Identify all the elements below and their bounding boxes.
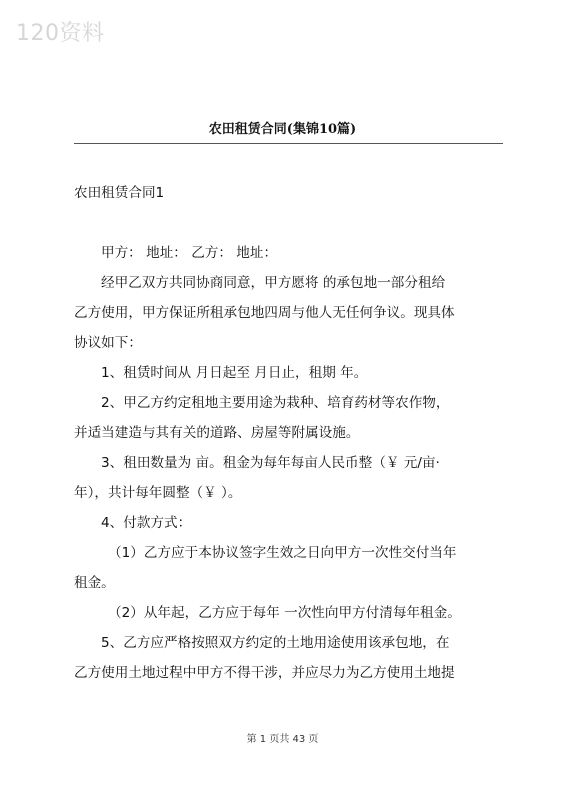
clause-5-line: 5、乙方应严格按照双方约定的土地用途使用该承包地，在 — [101, 635, 450, 651]
section-title: 农田租赁合同1 — [74, 185, 165, 201]
document-body — [74, 178, 504, 688]
intro-paragraph-line: 乙方使用，甲方保证所租承包地四周与他人无任何争议。现具体 — [74, 305, 455, 321]
clause-5-line: 乙方使用土地过程中甲方不得干涉，并应尽力为乙方使用土地提 — [74, 665, 455, 681]
clause-4-1-line: 租金。 — [74, 575, 115, 591]
clause-4: 4、付款方式： — [101, 515, 192, 531]
clause-3-line: 3、租田数量为 亩。租金为每年每亩人民币整（￥ 元/亩· — [101, 455, 440, 471]
clause-1: 1、租赁时间从 月日起至 月日止，租期 年。 — [101, 365, 368, 381]
clause-2-line: 2、甲乙方约定租地主要用途为栽种、培育药材等农作物， — [101, 395, 450, 411]
clause-4-1-line: （1）乙方应于本协议签字生效之日向甲方一次性交付当年 — [108, 545, 457, 561]
watermark-logo: 120资料 — [16, 21, 105, 46]
intro-paragraph-line: 经甲乙双方共同协商同意，甲方愿将 的承包地一部分租给 — [101, 275, 446, 291]
header-divider — [74, 143, 503, 144]
document-header-title: 农田租赁合同(集锦10篇) — [208, 122, 357, 137]
page-number-footer: 第 1 页共 43 页 — [246, 734, 319, 745]
clause-3-line: 年），共计每年圆整（￥ ）。 — [74, 485, 242, 501]
intro-paragraph-line: 协议如下： — [74, 335, 142, 351]
parties-line: 甲方： 地址： 乙方： 地址： — [101, 245, 278, 261]
clause-4-2: （2）从年起，乙方应于每年 一次性向甲方付清每年租金。 — [108, 605, 461, 621]
clause-2-line: 并适当建造与其有关的道路、房屋等附属设施。 — [74, 425, 360, 441]
